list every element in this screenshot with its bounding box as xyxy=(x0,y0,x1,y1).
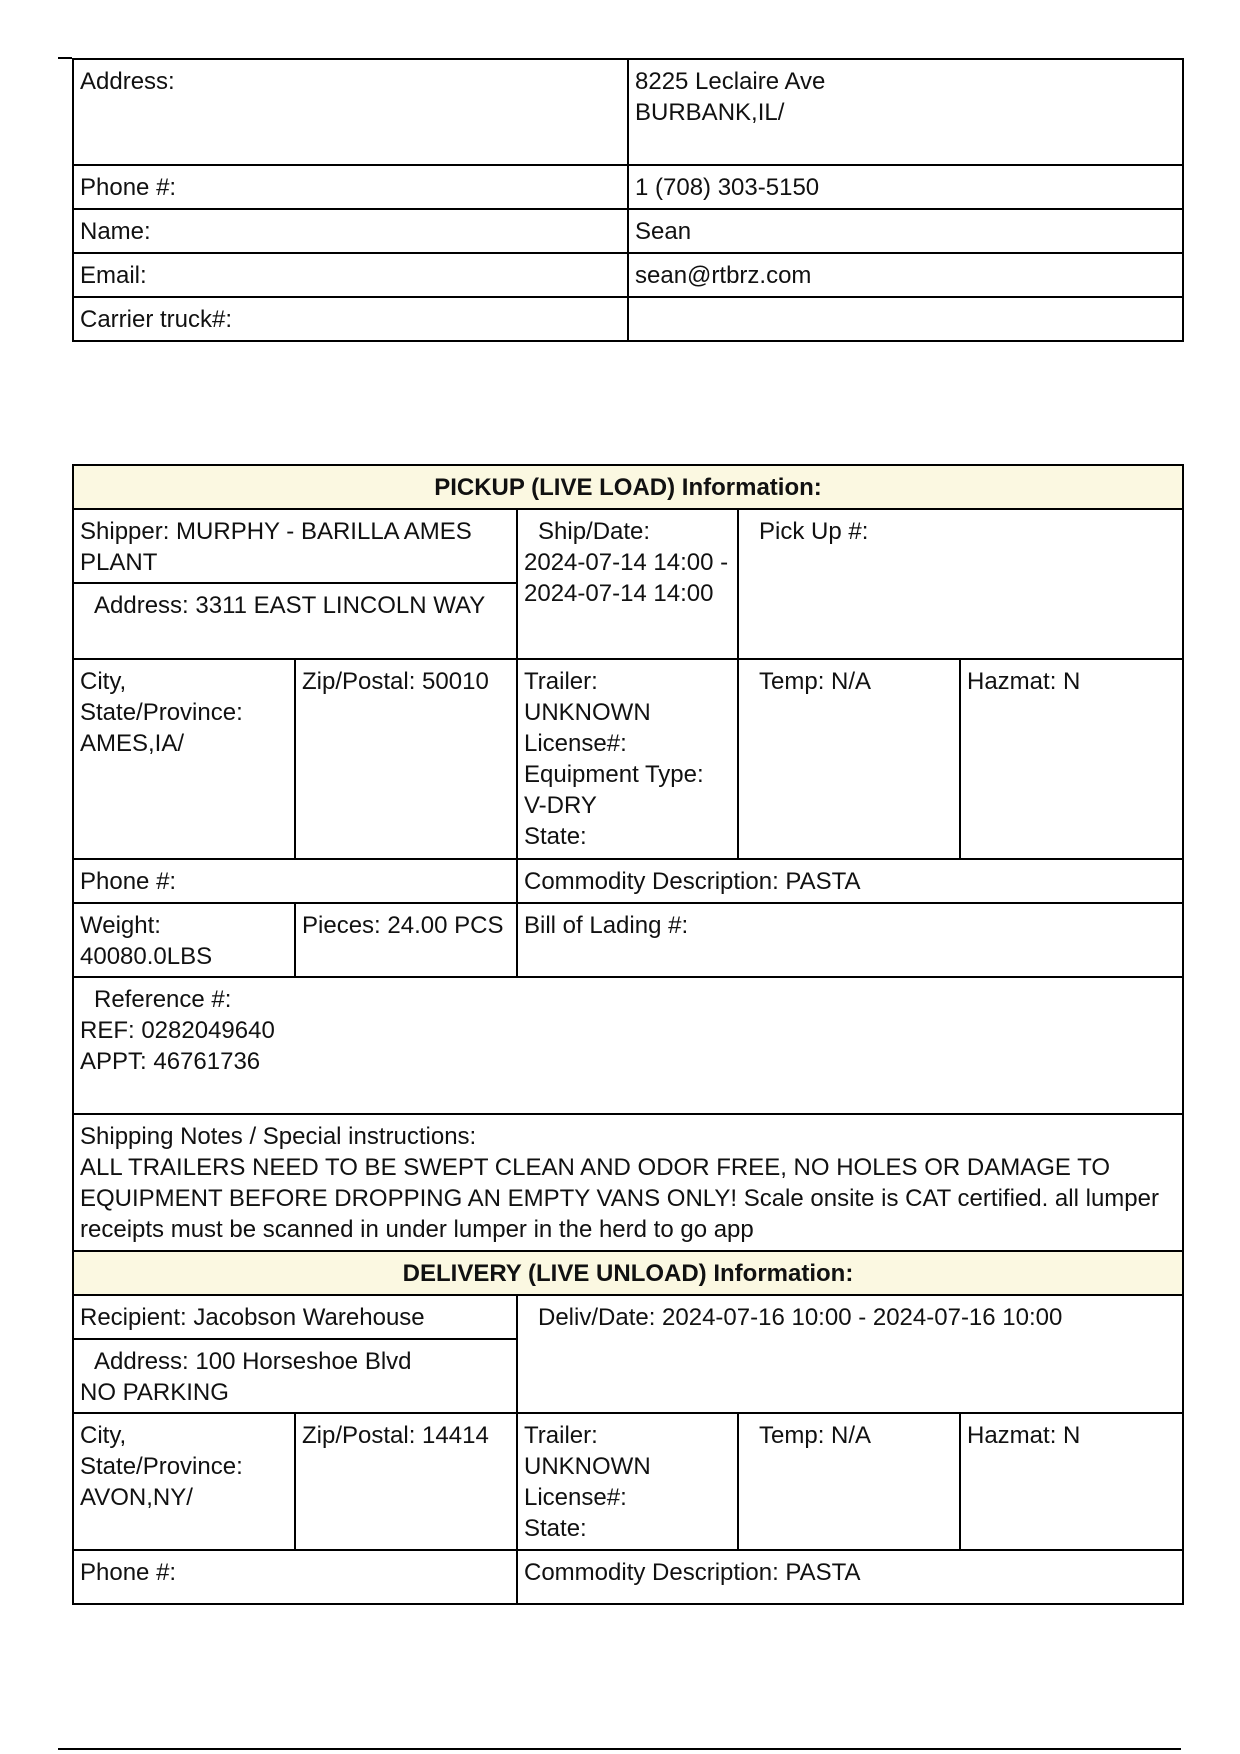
pickup-reference-appt: APPT: 46761736 xyxy=(80,1048,261,1075)
delivery-commodity: Commodity Description: PASTA xyxy=(517,1550,1183,1604)
delivery-recipient: Recipient: Jacobson Warehouse xyxy=(73,1295,517,1339)
pickup-bill-of-lading: Bill of Lading #: xyxy=(517,903,1183,977)
delivery-city-label: City, State/Province: xyxy=(80,1422,243,1480)
pickup-reference-ref: REF: 0282049640 xyxy=(80,1017,275,1044)
carrier-email-value: sean@rtbrz.com xyxy=(628,253,1183,297)
carrier-info-table xyxy=(72,58,1184,342)
delivery-header: DELIVERY (LIVE UNLOAD) Information: xyxy=(73,1251,1183,1295)
pickup-phone: Phone #: xyxy=(73,859,517,903)
delivery-city-value: AVON,NY/ xyxy=(80,1484,193,1511)
carrier-name-label: Name: xyxy=(73,209,628,253)
pickup-weight xyxy=(73,903,295,977)
load-info-table xyxy=(72,464,1184,1605)
pickup-ship-date-value: 2024-07-14 14:00 - 2024-07-14 14:00 xyxy=(524,549,729,607)
pickup-address: Address: 3311 EAST LINCOLN WAY xyxy=(73,583,517,659)
delivery-trailer xyxy=(517,1413,738,1550)
pickup-trailer-line: State: xyxy=(524,823,587,850)
pickup-zip: Zip/Postal: 50010 xyxy=(295,659,517,859)
pickup-shipper: Shipper: MURPHY - BARILLA AMES PLANT xyxy=(73,509,517,583)
delivery-phone: Phone #: xyxy=(73,1550,517,1604)
carrier-address-value xyxy=(628,59,1183,165)
pickup-ship-date-label: Ship/Date: xyxy=(538,518,651,545)
pickup-ship-date xyxy=(517,509,738,659)
carrier-address-label: Address: xyxy=(73,59,628,165)
pickup-trailer-line: V-DRY xyxy=(524,792,597,819)
pickup-trailer-line: License#: xyxy=(524,730,627,757)
carrier-phone-value: 1 (708) 303-5150 xyxy=(628,165,1183,209)
carrier-truck-label: Carrier truck#: xyxy=(73,297,628,341)
delivery-address xyxy=(73,1339,517,1413)
pickup-shipping-notes xyxy=(73,1114,1183,1251)
pickup-trailer-line: UNKNOWN xyxy=(524,699,651,726)
footer-rule xyxy=(58,1748,1181,1750)
pickup-weight-value: 40080.0LBS xyxy=(80,943,213,970)
pickup-hazmat: Hazmat: N xyxy=(960,659,1183,859)
pickup-notes-label: Shipping Notes / Special instructions: xyxy=(80,1123,477,1150)
delivery-temp: Temp: N/A xyxy=(738,1413,960,1550)
delivery-trailer-line: UNKNOWN xyxy=(524,1453,651,1480)
delivery-trailer-line: State: xyxy=(524,1515,587,1542)
delivery-city xyxy=(73,1413,295,1550)
pickup-trailer-line: Equipment Type: xyxy=(524,761,704,788)
carrier-phone-label: Phone #: xyxy=(73,165,628,209)
pickup-city-value: AMES,IA/ xyxy=(80,730,185,757)
pickup-city xyxy=(73,659,295,859)
pickup-reference-label: Reference #: xyxy=(94,986,232,1013)
carrier-address-line1: 8225 Leclaire Ave xyxy=(635,68,826,95)
pickup-city-label: City, State/Province: xyxy=(80,668,243,726)
carrier-address-line2: BURBANK,IL/ xyxy=(635,99,785,126)
carrier-email-label: Email: xyxy=(73,253,628,297)
pickup-header: PICKUP (LIVE LOAD) Information: xyxy=(73,465,1183,509)
pickup-reference xyxy=(73,977,1183,1114)
pickup-notes-text: ALL TRAILERS NEED TO BE SWEPT CLEAN AND ODOR FREE, NO HOLES OR DAMAGE TO EQUIPMENT BEFORE DROPPING AN EMPTY VANS ONLY! Scale onsite is CAT certified. all lumper receipts must be scanned in under lumper in the herd to go app xyxy=(80,1154,1159,1243)
delivery-trailer-line: License#: xyxy=(524,1484,627,1511)
pickup-number: Pick Up #: xyxy=(738,509,1183,659)
pickup-temp: Temp: N/A xyxy=(738,659,960,859)
pickup-pieces: Pieces: 24.00 PCS xyxy=(295,903,517,977)
pickup-trailer xyxy=(517,659,738,859)
delivery-zip: Zip/Postal: 14414 xyxy=(295,1413,517,1550)
delivery-date: Deliv/Date: 2024-07-16 10:00 - 2024-07-16 10:00 xyxy=(517,1295,1183,1413)
pickup-weight-label: Weight: xyxy=(80,912,161,939)
delivery-address-note: NO PARKING xyxy=(80,1379,229,1406)
pickup-trailer-line: Trailer: xyxy=(524,668,598,695)
carrier-name-value: Sean xyxy=(628,209,1183,253)
delivery-address-line: Address: 100 Horseshoe Blvd xyxy=(94,1348,412,1375)
delivery-trailer-line: Trailer: xyxy=(524,1422,598,1449)
carrier-truck-value xyxy=(628,297,1183,341)
margin-tick xyxy=(58,57,72,59)
pickup-commodity: Commodity Description: PASTA xyxy=(517,859,1183,903)
delivery-hazmat: Hazmat: N xyxy=(960,1413,1183,1550)
